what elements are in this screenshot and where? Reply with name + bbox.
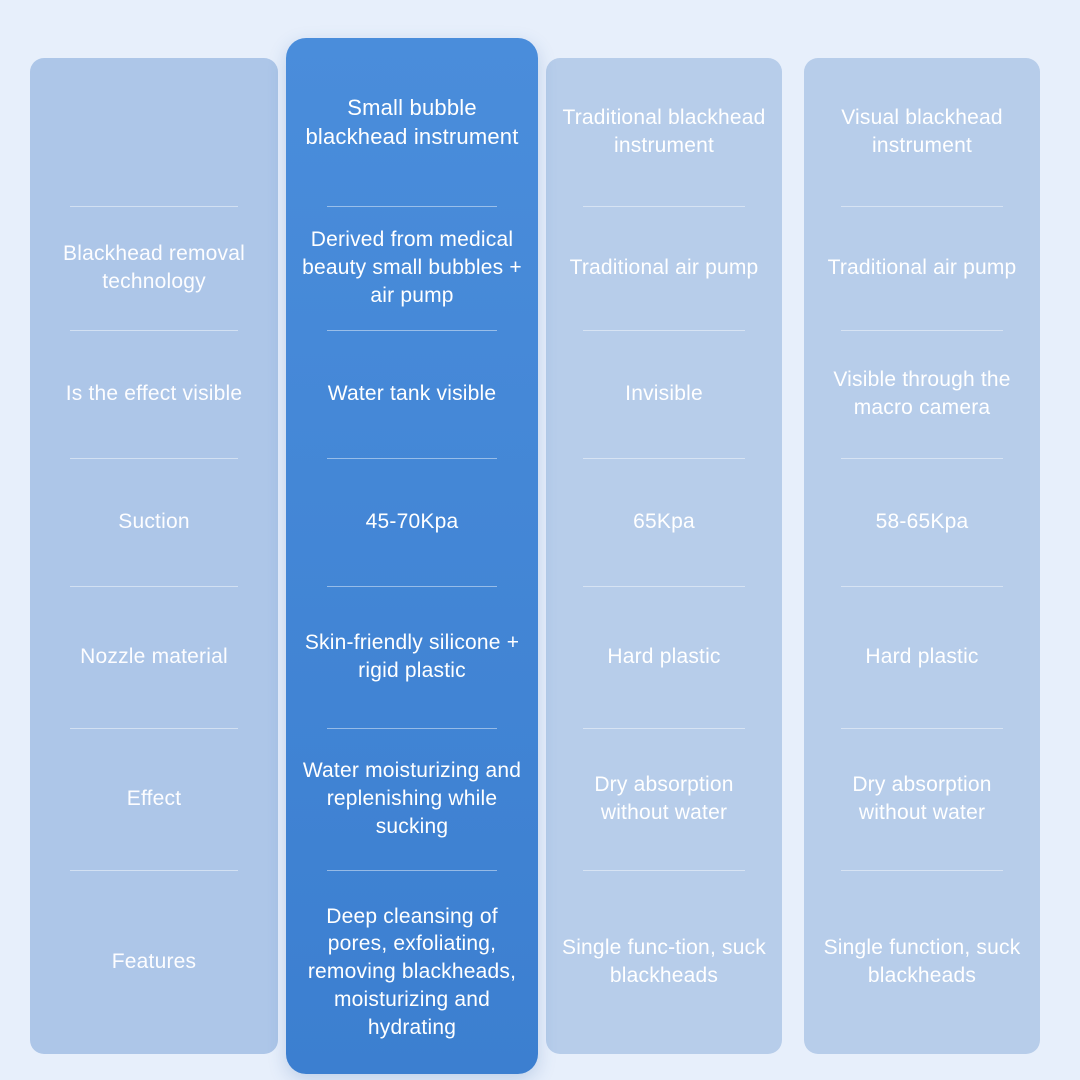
column-traditional[interactable]: [546, 58, 782, 1054]
row-label-features: Features: [44, 870, 264, 1054]
row-label-visibility: Is the effect visible: [44, 330, 264, 458]
column-header-visual: Visual blackhead instrument: [841, 106, 1003, 157]
cell-traditional-suction: 65Kpa: [558, 458, 770, 586]
row-label-suction: Suction: [44, 458, 264, 586]
cell-visual-technology: Traditional air pump: [816, 206, 1028, 330]
cell-small-bubble-technology: Derived from medical beauty small bubbles + air pump: [300, 206, 524, 330]
cell-small-bubble-effect: Water moisturizing and replenishing while sucking: [300, 728, 524, 870]
cell-traditional-nozzle-material: Hard plastic: [558, 586, 770, 728]
cell-visual-nozzle-material: Hard plastic: [816, 586, 1028, 728]
row-label-technology: Blackhead removal technology: [44, 206, 264, 330]
row-label-empty: [44, 58, 264, 206]
cell-small-bubble-visibility: Water tank visible: [300, 330, 524, 458]
cell-small-bubble-nozzle-material: Skin-friendly silicone + rigid plastic: [300, 586, 524, 728]
cell-traditional-technology: Traditional air pump: [558, 206, 770, 330]
column-header-traditional: Traditional blackhead instrument: [562, 106, 766, 157]
cell-traditional-effect: Dry absorption without water: [558, 728, 770, 870]
cell-small-bubble-suction: 45-70Kpa: [300, 458, 524, 586]
column-small-bubble[interactable]: [286, 38, 538, 1074]
row-label-column: [30, 58, 278, 1054]
cell-traditional-features: Single func-tion, suck blackheads: [558, 870, 770, 1054]
cell-traditional-visibility: Invisible: [558, 330, 770, 458]
cell-visual-suction: 58-65Kpa: [816, 458, 1028, 586]
cell-visual-features: Single function, suck blackheads: [816, 870, 1028, 1054]
row-label-effect: Effect: [44, 728, 264, 870]
comparison-table: [30, 58, 1050, 1054]
row-label-nozzle-material: Nozzle material: [44, 586, 264, 728]
cell-visual-effect: Dry absorption without water: [816, 728, 1028, 870]
column-visual[interactable]: [804, 58, 1040, 1054]
cell-small-bubble-features: Deep cleansing of pores, exfoliating, removing blackheads, moisturizing and hydrating: [300, 870, 524, 1074]
cell-visual-visibility: Visible through the macro camera: [816, 330, 1028, 458]
column-header-small-bubble: Small bubble blackhead instrument: [305, 94, 519, 149]
